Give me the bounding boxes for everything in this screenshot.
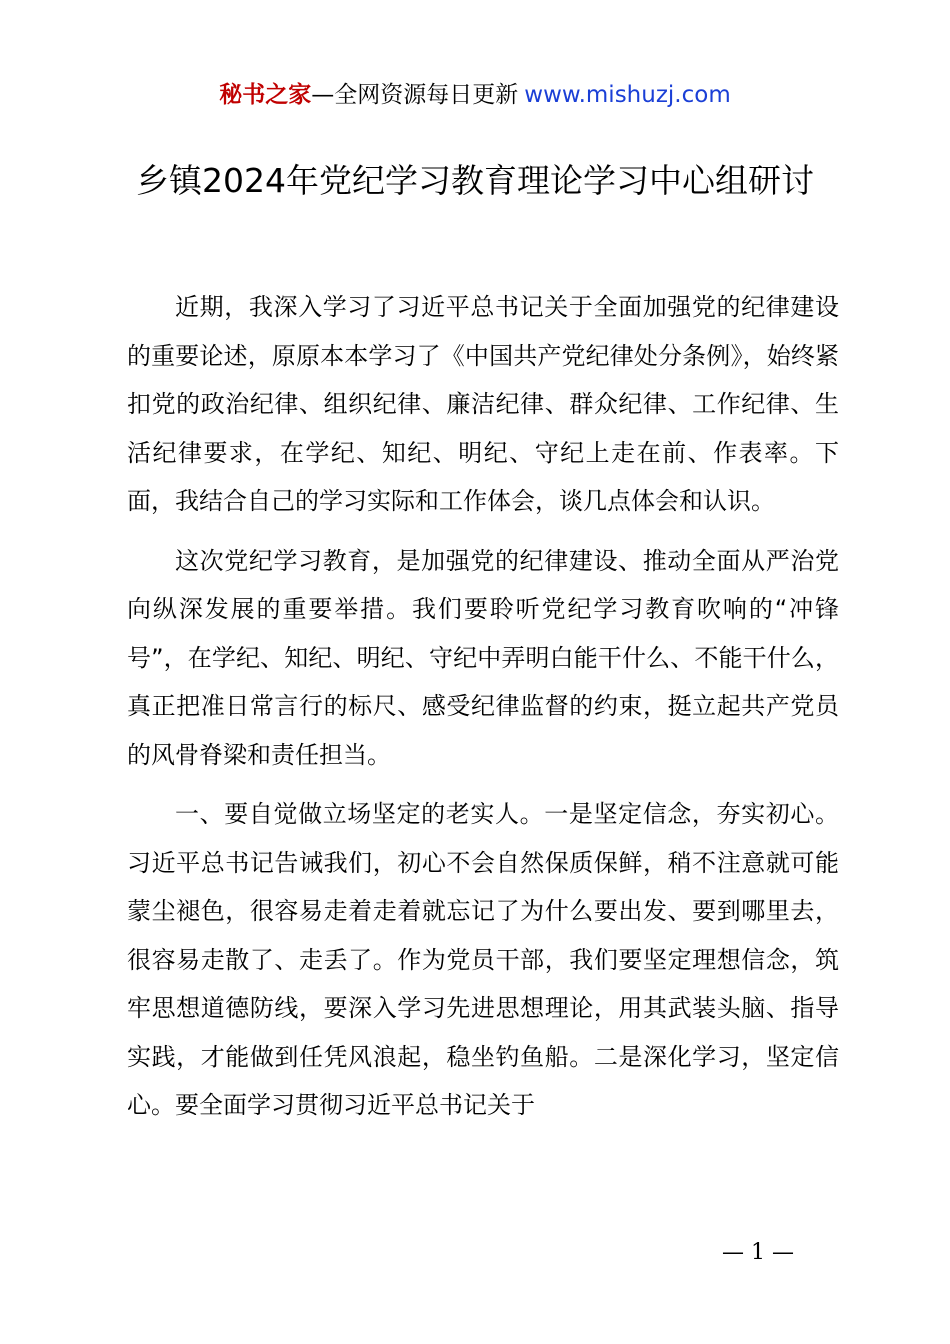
paragraph-1: 近期，我深入学习了习近平总书记关于全面加强党的纪律建设的重要论述，原原本本学习了《中国共产党纪律处分条例》，始终紧扣党的政治纪律、组织纪律、廉洁纪律、群众纪律、工作纪律、生活纪律要求，在学纪、知纪、明纪、守纪上走在前、作表率。下面，我结合自己的学习实际和工作体会，谈几点体会和认识。 <box>127 293 839 515</box>
document-title: 乡镇2024年党纪学习教育理论学习中心组研讨 <box>136 161 814 200</box>
paragraph-3: 一、要自觉做立场坚定的老实人。一是坚定信念，夯实初心。习近平总书记告诫我们，初心不会自然保质保鲜，稍不注意就可能蒙尘褪色，很容易走着走着就忘记了为什么要出发、要到哪里去，很容易走散了、走丢了。作为党员干部，我们要坚定理想信念，筑牢思想道德防线，要深入学习先进思想理论，用其武装头脑、指导实践，才能做到任凭风浪起，稳坐钓鱼船。二是深化学习，坚定信心。要全面学习贯彻习近平总书记关于 <box>127 800 839 1119</box>
site-link[interactable]: www.mishuzj.com <box>524 82 731 108</box>
site-header <box>0 78 950 112</box>
page-number: — 1 — <box>722 1240 794 1265</box>
document-body <box>127 283 839 1141</box>
paragraph-2: 这次党纪学习教育，是加强党的纪律建设、推动全面从严治党向纵深发展的重要举措。我们要聆听党纪学习教育吹响的“冲锋号”，在学纪、知纪、明纪、守纪中弄明白能干什么、不能干什么，真正把准日常言行的标尺、感受纪律监督的约束，挺立起共产党员的风骨脊梁和责任担当。 <box>127 546 839 769</box>
header-tagline: —全网资源每日更新 <box>311 82 519 108</box>
brand-name: 秘书之家 <box>219 82 312 108</box>
